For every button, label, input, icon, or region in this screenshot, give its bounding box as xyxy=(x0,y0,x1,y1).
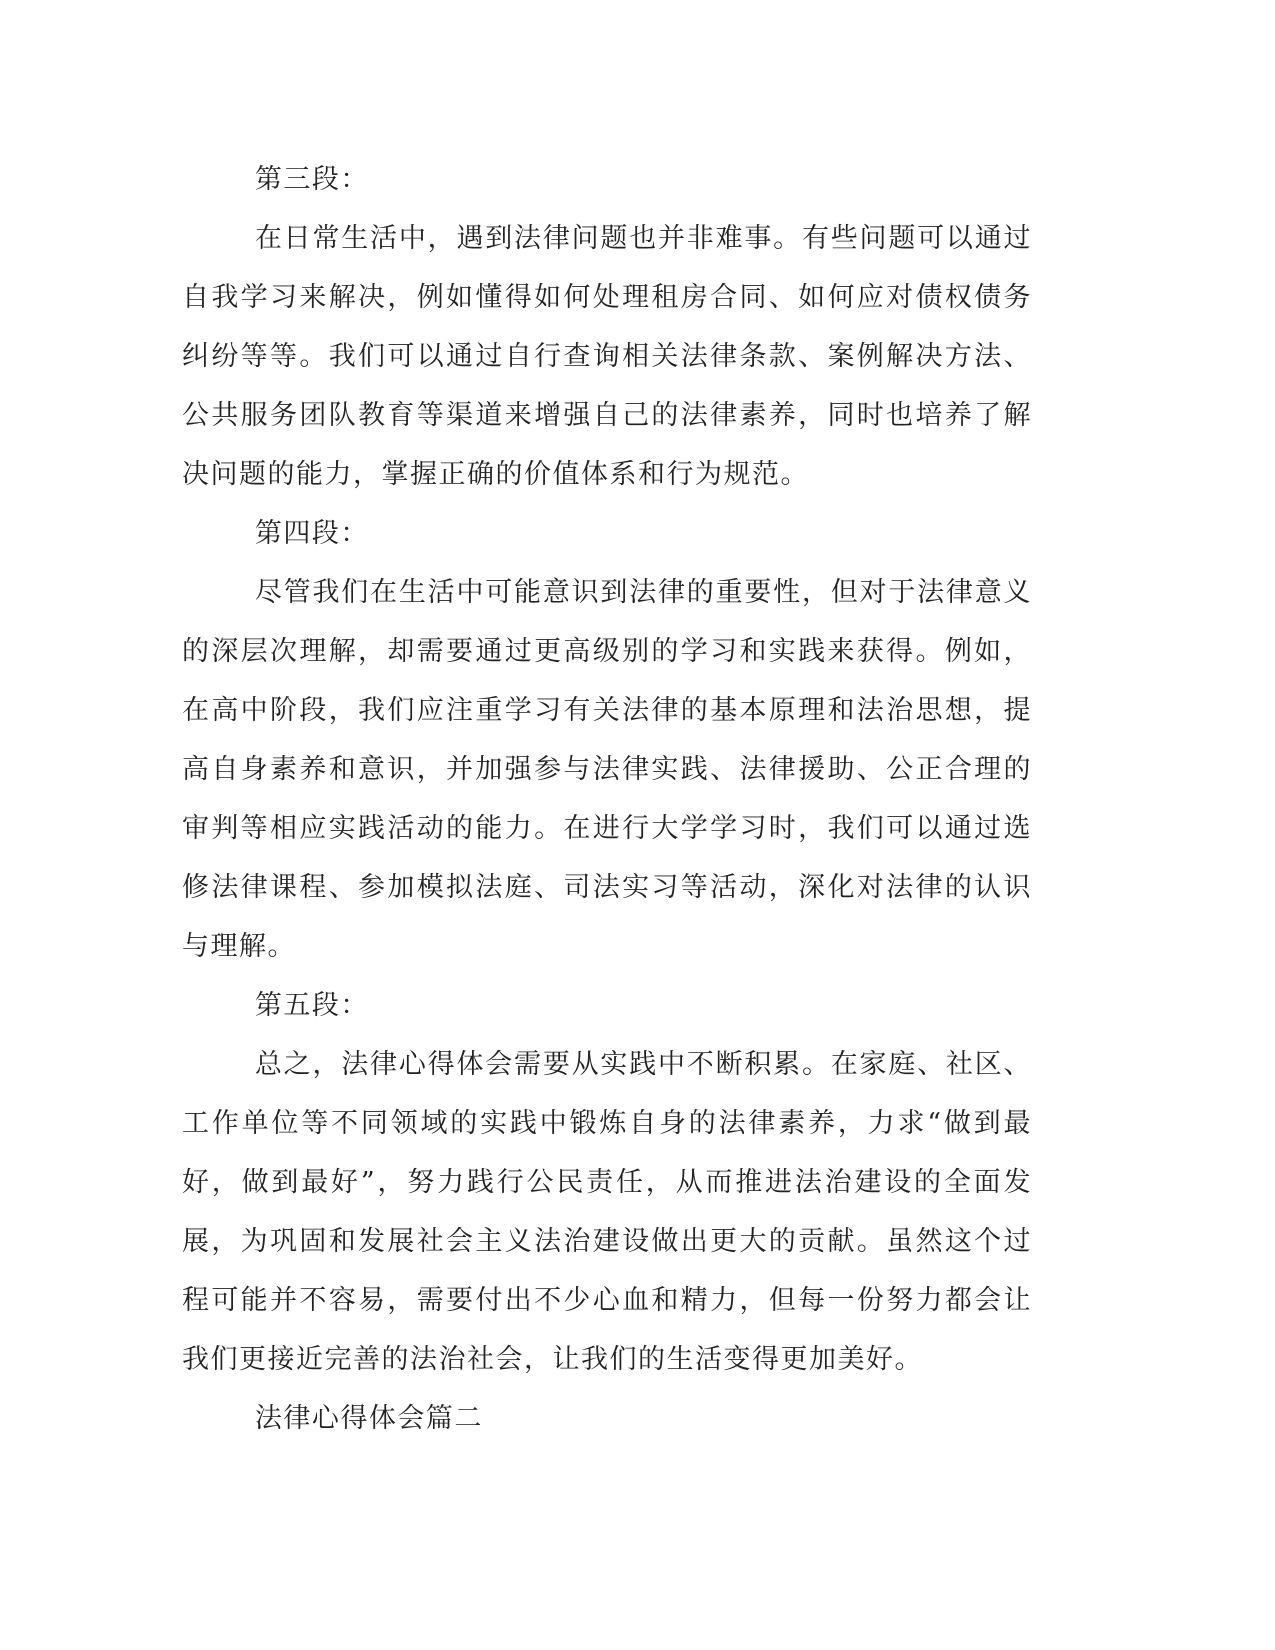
section-heading-4: 第四段： xyxy=(254,518,369,549)
section-heading-5: 第五段： xyxy=(254,990,369,1021)
paragraph-3: 在日常生活中，遇到法律问题也并非难事。有些问题可以通过自我学习来解决，例如懂得如何处理租房合同、如何应对债权债务纠纷等等。我们可以通过自行查询相关法律条款、案例解决方法、公共服务团队教育等渠道来增强自己的法律素养，同时也培养了解决问题的能力，掌握正确的价值体系和行为规范。 xyxy=(182,223,1032,490)
section-heading-3: 第三段： xyxy=(254,164,369,195)
article-title: 法律心得体会篇二 xyxy=(254,1403,483,1434)
paragraph-5: 总之，法律心得体会需要从实践中不断积累。在家庭、社区、工作单位等不同领域的实践中锻炼自身的法律素养，力求“做到最好，做到最好”，努力践行公民责任，从而推进法治建设的全面发展，为巩固和发展社会主义法治建设做出更大的贡献。虽然这个过程可能并不容易，需要付出不少心血和精力，但每一份努力都会让我们更接近完善的法治社会，让我们的生活变得更加美好。 xyxy=(182,1049,1032,1375)
paragraph-4: 尽管我们在生活中可能意识到法律的重要性，但对于法律意义的深层次理解，却需要通过更高级别的学习和实践来获得。例如，在高中阶段，我们应注重学习有关法律的基本原理和法治思想，提高自身素养和意识，并加强参与法律实践、法律援助、公正合理的审判等相应实践活动的能力。在进行大学学习时，我们可以通过选修法律课程、参加模拟法庭、司法实习等活动，深化对法律的认识与理解。 xyxy=(182,577,1032,962)
document-body xyxy=(182,150,1032,1448)
